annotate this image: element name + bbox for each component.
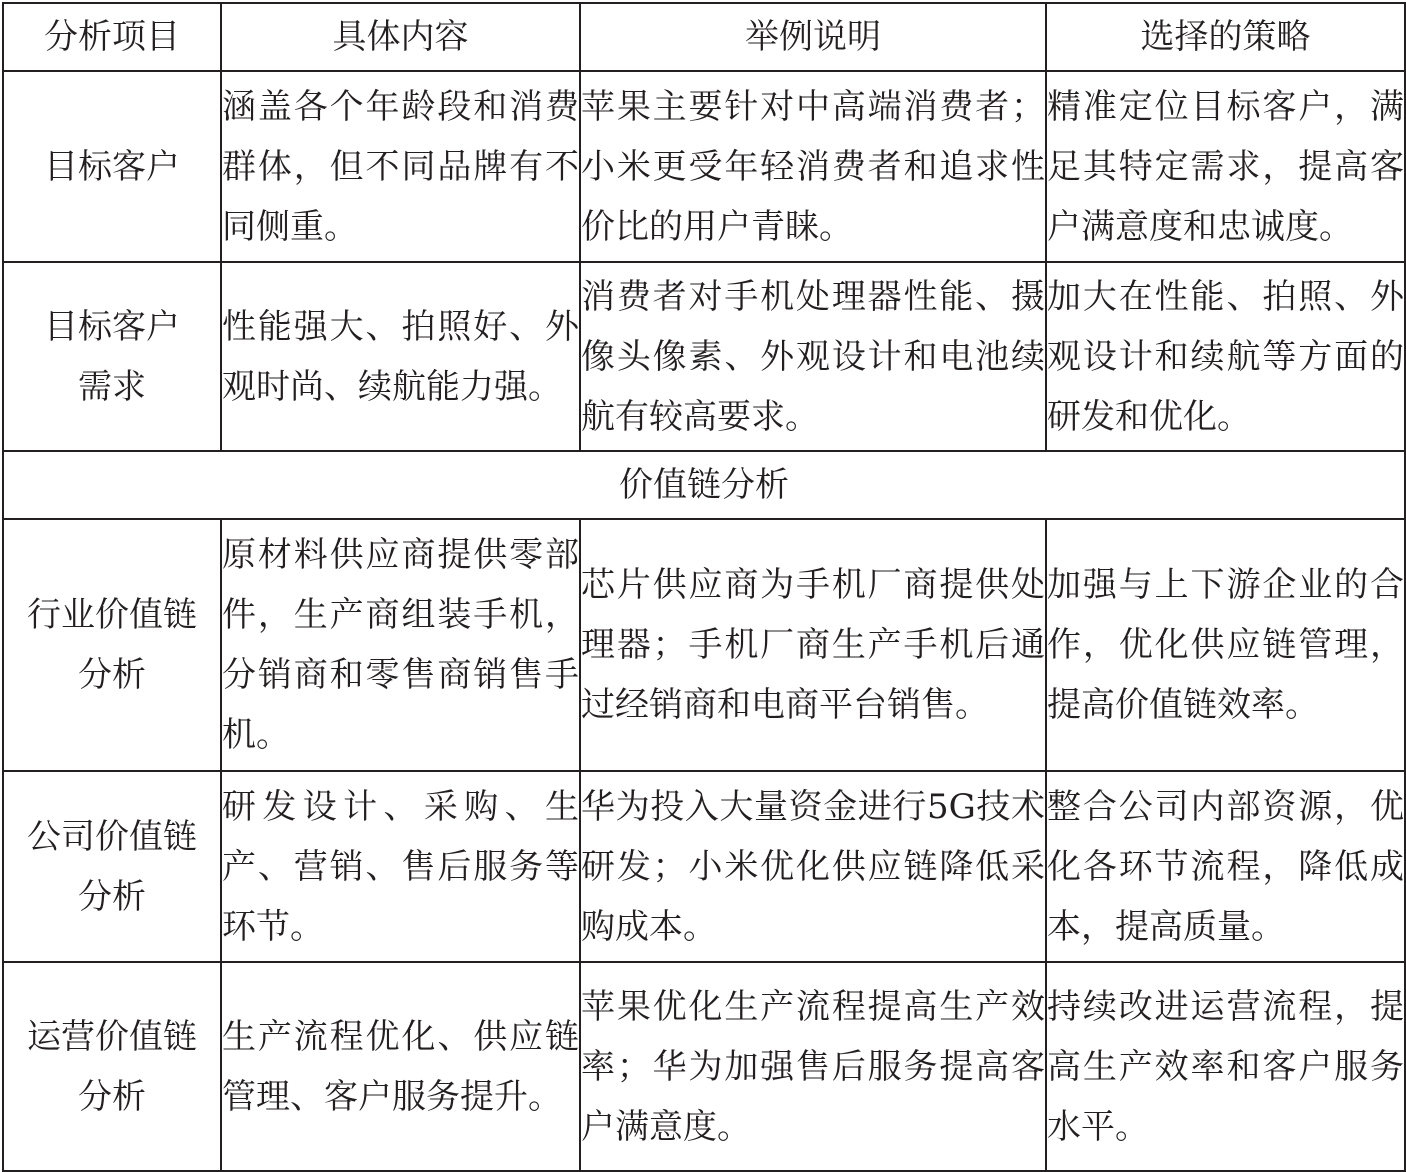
content-cell <box>221 962 580 1171</box>
example-text: 苹果主要针对中高端消费者；小米更受年轻消费者和追求性价比的用户青睐。 <box>581 86 1045 247</box>
strategy-cell <box>1046 962 1405 1171</box>
item-label: 公司价值链分析 <box>27 816 197 917</box>
strategy-text: 整合公司内部资源，优化各环节流程，降低成本，提高质量。 <box>1047 786 1404 947</box>
content-text: 涵盖各个年龄段和消费群体，但不同品牌有不同侧重。 <box>222 86 579 247</box>
item-cell <box>3 262 221 451</box>
item-cell <box>3 962 221 1171</box>
example-text: 消费者对手机处理器性能、摄像头像素、外观设计和电池续航有较高要求。 <box>581 276 1045 437</box>
example-cell <box>580 962 1046 1171</box>
item-cell <box>3 519 221 771</box>
content-text: 生产流程优化、供应链管理、客户服务提升。 <box>222 1016 579 1117</box>
header-row <box>3 3 1405 71</box>
example-text: 华为投入大量资金进行5G技术研发；小米优化供应链降低采购成本。 <box>581 786 1045 947</box>
table-row <box>3 71 1405 262</box>
table-row <box>3 519 1405 771</box>
table-row <box>3 771 1405 962</box>
strategy-cell <box>1046 771 1405 962</box>
item-cell <box>3 71 221 262</box>
example-text: 芯片供应商为手机厂商提供处理器；手机厂商生产手机后通过经销商和电商平台销售。 <box>581 565 1045 725</box>
strategy-text: 加大在性能、拍照、外观设计和续航等方面的研发和优化。 <box>1047 276 1404 437</box>
table-row <box>3 962 1405 1171</box>
item-label: 行业价值链分析 <box>27 595 197 695</box>
section-row <box>3 451 1405 519</box>
example-cell <box>580 519 1046 771</box>
section-title: 价值链分析 <box>3 451 1405 519</box>
header-item: 分析项目 <box>3 3 221 71</box>
item-label: 运营价值链分析 <box>27 1016 197 1117</box>
content-text: 研发设计、采购、生产、营销、售后服务等环节。 <box>222 786 579 947</box>
content-text: 性能强大、拍照好、外观时尚、续航能力强。 <box>222 306 579 407</box>
header-content: 具体内容 <box>221 3 580 71</box>
content-cell <box>221 771 580 962</box>
content-cell <box>221 71 580 262</box>
content-cell <box>221 262 580 451</box>
strategy-text: 精准定位目标客户，满足其特定需求，提高客户满意度和忠诚度。 <box>1047 86 1404 247</box>
example-cell <box>580 71 1046 262</box>
header-strategy: 选择的策略 <box>1046 3 1405 71</box>
table-row <box>3 262 1405 451</box>
example-cell <box>580 771 1046 962</box>
example-text: 苹果优化生产流程提高生产效率；华为加强售后服务提高客户满意度。 <box>581 986 1045 1147</box>
content-text: 原材料供应商提供零部件，生产商组装手机，分销商和零售商销售手机。 <box>222 535 579 755</box>
strategy-cell <box>1046 262 1405 451</box>
content-cell <box>221 519 580 771</box>
strategy-cell <box>1046 71 1405 262</box>
strategy-text: 加强与上下游企业的合作，优化供应链管理，提高价值链效率。 <box>1047 565 1404 725</box>
strategy-text: 持续改进运营流程，提高生产效率和客户服务水平。 <box>1047 986 1404 1147</box>
item-label: 目标客户需求 <box>44 306 180 407</box>
header-example: 举例说明 <box>580 3 1046 71</box>
strategy-cell <box>1046 519 1405 771</box>
analysis-table <box>2 2 1406 1172</box>
item-label: 目标客户 <box>44 146 180 187</box>
example-cell <box>580 262 1046 451</box>
item-cell <box>3 771 221 962</box>
